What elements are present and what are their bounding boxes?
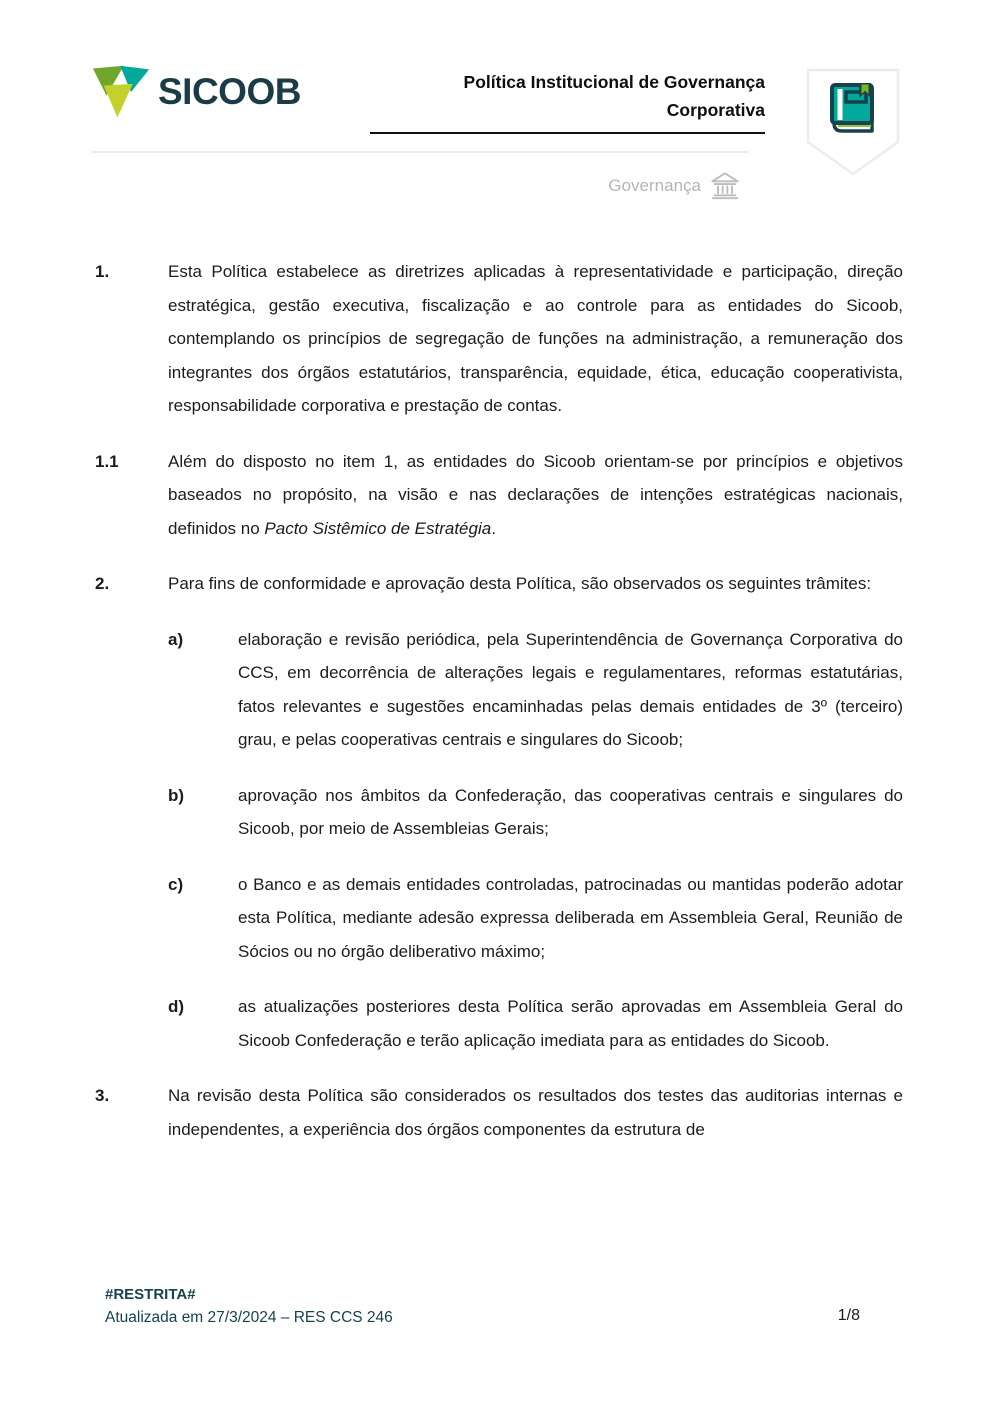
item-letter: b) [168,785,185,805]
item-text [168,445,903,546]
page-number: 1/8 [837,1307,860,1324]
item-text: as atualizações posteriores desta Política serão aprovadas em Assembleia Geral do Sicoob Confederação e terão aplicação imediata para as entidades do Sicoob. [238,997,903,1050]
badge-shield [804,66,902,178]
category-label: Governança [608,175,701,195]
document-title [370,68,765,134]
sicoob-logo [92,64,301,120]
item-number: 1.1 [95,451,119,471]
title-line-1: Política Institucional de Governança [463,72,765,92]
list-item-2a [95,623,903,757]
bookmark-badge [804,66,902,183]
footer-updated: Atualizada em 27/3/2024 – RES CCS 246 [105,1308,393,1326]
item-text: aprovação nos âmbitos da Confederação, das cooperativas centrais e singulares do Sicoob, por meio de Assembleias Gerais; [238,785,903,838]
sicoob-logo-mark-icon [92,64,150,120]
item-text-lead: Além do disposto no item 1, as entidades do Sicoob orientam-se por princípios e objetivos baseados no propósito, na visão e nas declarações de intenções estratégicas nacionais, definidos no [168,451,903,538]
item-number: 2. [95,574,110,593]
bank-icon [710,171,740,200]
item-text-italic: Pacto Sistêmico de Estratégia [264,518,492,538]
footer [105,1286,393,1327]
item-text: Esta Política estabelece as diretrizes aplicadas à representatividade e participação, direção estratégica, gestão executiva, fiscalização e ao controle para as entidades do Sicoob, contemplando os princípios de segregação de funções na administração, a remuneração dos integrantes dos órgãos estatutários, transparência, equidade, ética, educação cooperativista, responsabilidade corporativa e prestação de contas. [168,262,903,415]
document-body [95,255,903,1168]
list-item-1 [95,255,903,423]
header-divider [92,151,748,153]
item-letter: c) [168,874,184,894]
item-text: o Banco e as demais entidades controladas, patrocinadas ou mantidas poderão adotar esta Política, mediante adesão expressa deliberada em Assembleia Geral, Reunião de Sócios ou no órgão deliberativo máximo; [238,874,903,961]
item-number: 3. [95,1086,110,1105]
list-item-2b [95,779,903,846]
item-letter: d) [168,997,185,1016]
item-letter: a) [168,629,184,649]
list-item-2c [95,868,903,969]
item-text-suffix: . [491,518,496,538]
item-number: 1. [95,262,110,281]
list-item-2d [95,990,903,1057]
list-item-2 [95,567,903,601]
category-row [608,171,740,200]
book-icon [832,83,872,131]
item-text: Na revisão desta Política são considerados os resultados dos testes das auditorias internas e independentes, a experiência dos órgãos componentes da estrutura de [168,1086,903,1139]
title-line-2: Corporativa [666,100,765,120]
footer-classification: #RESTRITA# [105,1286,196,1303]
list-item-3 [95,1079,903,1146]
list-item-1-1 [95,445,903,546]
logo-text: SICOOB [158,71,301,112]
item-text: elaboração e revisão periódica, pela Superintendência de Governança Corporativa do CCS, em decorrência de alterações legais e regulamentares, reformas estatutárias, fatos relevantes e sugestões encaminhadas pelas demais entidades de 3º (terceiro) grau, e pelas cooperativas centrais e singulares do Sicoob; [238,629,903,749]
item-text: Para fins de conformidade e aprovação desta Política, são observados os seguintes trâmites: [168,574,872,593]
